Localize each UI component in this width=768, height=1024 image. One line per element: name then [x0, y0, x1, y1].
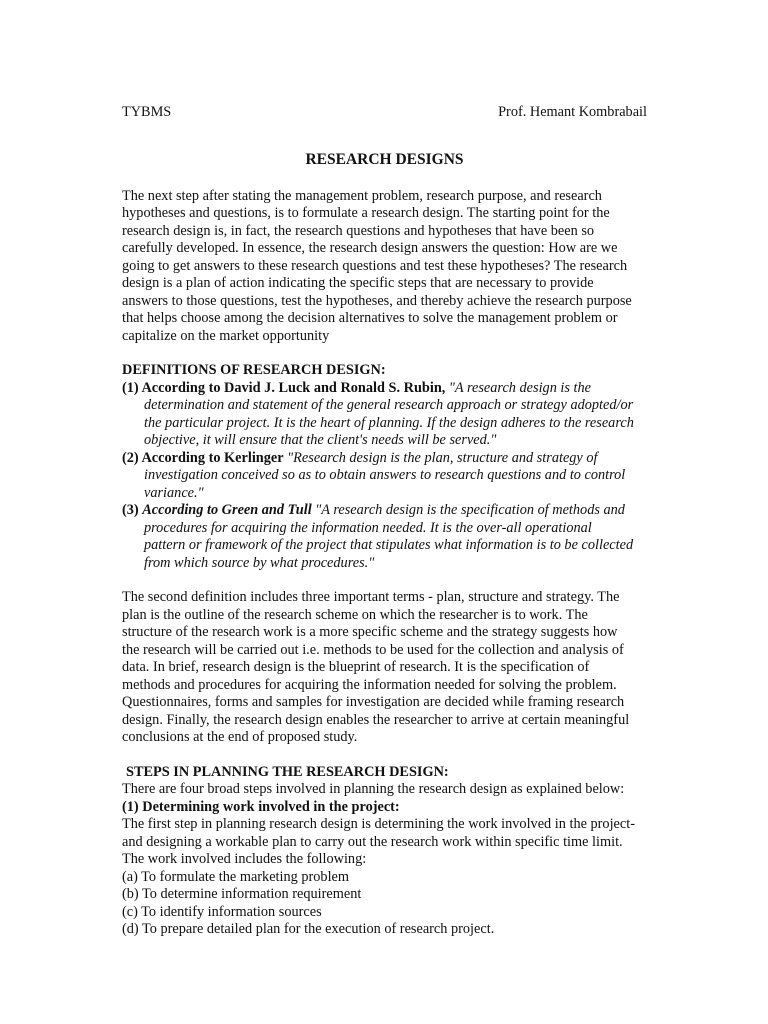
intro-line: capitalize on the market opportunity	[122, 327, 330, 344]
definition-line: variance."	[144, 484, 204, 501]
paragraph-line: conclusions at the end of proposed study.	[122, 729, 358, 745]
definitions-section	[122, 362, 647, 572]
definition-quote-start: "A research design is the	[448, 379, 591, 396]
definition-line: pattern or framework of the project that stipulates what information is to be collected	[144, 537, 634, 553]
definition-line: investigation conceived so as to obtain answers to research questions and to control	[144, 467, 626, 483]
definition-number: (3)	[122, 502, 139, 518]
step-one-heading: (1) Determining work involved in the project:	[122, 798, 400, 815]
definitions-heading: DEFINITIONS OF RESEARCH DESIGN:	[122, 362, 386, 378]
document-title: RESEARCH DESIGNS	[305, 151, 464, 168]
step-body-line: and designing a workable plan to carry out the research work within specific time limit.	[122, 833, 623, 850]
intro-line: research design is, in fact, the research questions and hypotheses that have been so	[122, 222, 595, 239]
definition-quote-start: "Research design is the plan, structure and strategy of	[287, 449, 598, 466]
paragraph-line: the research will be carried out i.e. methods to be used for the collection and analysis of	[122, 641, 624, 658]
intro-line: The next step after stating the management problem, research purpose, and research	[122, 187, 602, 204]
definition-quote-start: "A research design is the specification of methods and	[315, 502, 625, 518]
definition-first-line	[122, 502, 647, 520]
list-item: (d) To prepare detailed plan for the execution of research project.	[122, 921, 495, 937]
definition-source: (1) According to David J. Luck and Ronald S. Rubin,	[122, 379, 446, 396]
definition-quote-body	[122, 467, 647, 502]
steps-heading: STEPS IN PLANNING THE RESEARCH DESIGN:	[126, 763, 449, 780]
definition-quote-body	[122, 397, 647, 450]
step-body-line: The first step in planning research design is determining the work involved in the project-	[122, 816, 635, 832]
definition-quote-body	[122, 520, 647, 573]
steps-section	[122, 764, 647, 939]
definition-item	[122, 450, 647, 503]
intro-line: design is a plan of action indicating the specific steps that are necessary to provide	[122, 275, 594, 291]
paragraph-line: data. In brief, research design is the blueprint of research. It is the specification of	[122, 659, 590, 675]
definition-source: (2) According to Kerlinger	[122, 449, 284, 466]
definition-line: determination and statement of the general research approach or strategy adopted/or	[144, 397, 634, 413]
paragraph-line: structure of the research work is a more specific scheme and the strategy suggests how	[122, 624, 618, 640]
paragraph-line: Questionnaires, forms and samples for investigation are decided while framing research	[122, 694, 625, 710]
definition-first-line	[122, 380, 647, 398]
step-body-line: The work involved includes the following:	[122, 851, 367, 867]
list-item: (c) To identify information sources	[122, 903, 322, 920]
definition-item	[122, 380, 647, 450]
intro-paragraph	[122, 188, 647, 346]
list-item: (b) To determine information requirement	[122, 886, 362, 902]
definition-item	[122, 502, 647, 572]
author-label: Prof. Hemant Kombrabail	[498, 104, 647, 120]
list-item: (a) To formulate the marketing problem	[122, 868, 350, 885]
definition-source: According to Green and Tull	[142, 502, 312, 518]
definition-line: from which source by what procedures."	[144, 554, 375, 571]
definition-line: the particular project. It is the heart of planning. If the design adheres to the research	[144, 414, 634, 431]
intro-line: that helps choose among the decision alternatives to solve the management problem or	[122, 310, 618, 326]
document-page	[122, 104, 647, 939]
intro-line: carefully developed. In essence, the research design answers the question: How are we	[122, 240, 618, 256]
paragraph-line: methods and procedures for acquiring the information needed for solving the problem.	[122, 676, 617, 693]
paragraph-line: plan is the outline of the research scheme on which the researcher is to work. The	[122, 606, 588, 623]
steps-intro: There are four broad steps involved in planning the research design as explained below:	[122, 781, 625, 797]
second-paragraph	[122, 589, 647, 747]
intro-line: answers to those questions, test the hypotheses, and thereby achieve the research purpose	[122, 292, 632, 309]
definition-first-line	[122, 450, 647, 468]
definition-line: objective, it will ensure that the client's needs will be served."	[144, 432, 497, 448]
page-header	[122, 104, 647, 122]
intro-line: hypotheses and questions, is to formulate a research design. The starting point for the	[122, 205, 610, 221]
paragraph-line: design. Finally, the research design enables the researcher to arrive at certain meaningful	[122, 711, 630, 728]
definition-line: procedures for acquiring the information needed. It is the over-all operational	[144, 519, 592, 536]
course-label: TYBMS	[122, 104, 172, 120]
paragraph-line: The second definition includes three important terms - plan, structure and strategy. The	[122, 589, 620, 605]
intro-line: going to get answers to these research questions and test these hypotheses? The research	[122, 257, 628, 274]
